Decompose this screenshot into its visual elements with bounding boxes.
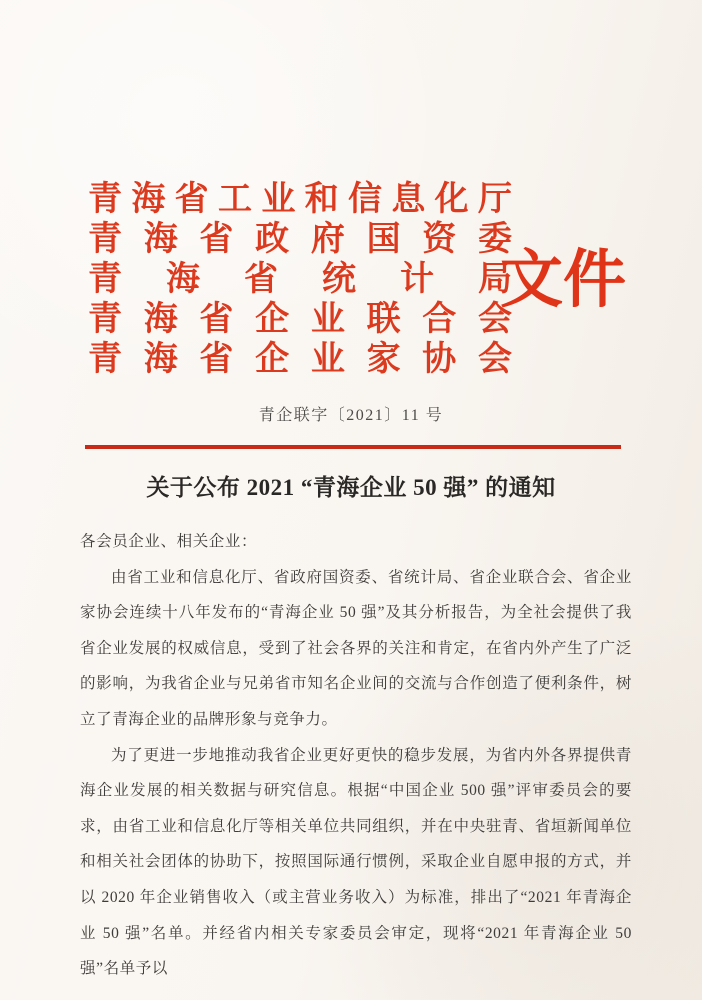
letterhead xyxy=(88,180,626,380)
document-body xyxy=(80,524,632,987)
document-title: 关于公布 2021 “青海企业 50 强” 的通知 xyxy=(146,475,556,500)
org-line-2: 青海省政府国资委 xyxy=(88,221,512,258)
paragraph-2: 为了更进一步地推动我省企业更好更快的稳步发展，为省内外各界提供青海企业发展的相关数据与研究信息。根据“中国企业 500 强”评审委员会的要求，由省工业和信息化厅等相关单位共同组织，并在中央驻青、省垣新闻单位和相关社会团体的协助下，按照国际通行惯例，采取企业自愿申报的方式，并以 2020 年企业销售收入（或主营业务收入）为标准，排出了“2021 年青海企业 50 强”名单。并经省内相关专家委员会审定，现将“2021 年青海企业 50 强”名单予以 xyxy=(80,746,632,978)
org-line-1: 青海省工业和信息化厅 xyxy=(88,181,512,218)
org-line-5: 青海省企业家协会 xyxy=(88,341,512,378)
red-divider-rule xyxy=(85,445,621,449)
org-line-3: 青海省统计局 xyxy=(88,261,512,298)
issuing-org-block xyxy=(88,180,512,380)
document-number: 青企联字〔2021〕11 号 xyxy=(258,407,444,424)
org-line-4: 青海省企业联合会 xyxy=(88,301,512,338)
salutation: 各会员企业、相关企业： xyxy=(80,533,258,550)
paragraph-1: 由省工业和信息化厅、省政府国资委、省统计局、省企业联合会、省企业家协会连续十八年发布的“青海企业 50 强”及其分析报告，为全社会提供了我省企业发展的权威信息，受到了社会各界的关注和肯定，在省内外产生了广泛的影响，为我省企业与兄弟省市知名企业间的交流与合作创造了便利条件，树立了青海企业的品牌形象与竞争力。 xyxy=(80,568,632,728)
document-label: 文件 xyxy=(500,244,626,315)
